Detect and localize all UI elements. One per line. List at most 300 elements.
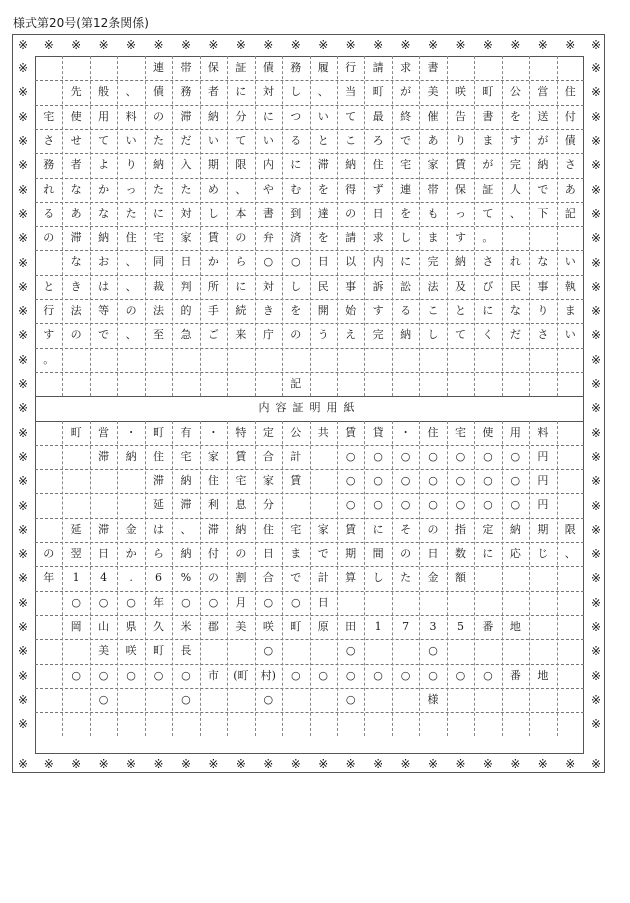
grid-cell [419, 372, 446, 396]
border-mark-symbol: ※ [455, 757, 466, 771]
grid-cell [474, 566, 501, 590]
grid-cell [35, 688, 62, 712]
border-mark-symbol: ※ [17, 279, 29, 294]
grid-cell: 市 [207, 668, 219, 682]
border-mark-symbol: ※ [17, 522, 29, 537]
grid-cell: の [43, 231, 55, 245]
grid-cell: い [317, 109, 329, 123]
grid-cell: 対 [180, 206, 192, 220]
border-mark-symbol: ※ [373, 757, 384, 771]
grid-cell: 証 [482, 182, 494, 196]
grid-cell [62, 493, 89, 517]
grid-cell: た [180, 182, 192, 196]
grid-cell [447, 372, 474, 396]
grid-cell [35, 469, 62, 493]
grid-cell: 限 [235, 158, 247, 172]
grid-cell: ○ [373, 668, 383, 682]
grid-cell [529, 372, 556, 396]
grid-cell: 定 [482, 522, 494, 536]
border-mark-symbol: ※ [590, 61, 602, 76]
border-mark-symbol: ※ [98, 757, 109, 771]
grid-cell: 合 [262, 449, 274, 463]
grid-cell: 法 [70, 304, 82, 317]
grid-cell: 請 [345, 231, 357, 245]
grid-cell [200, 712, 227, 736]
grid-cell [62, 372, 89, 396]
grid-cell: 執 [564, 279, 576, 293]
grid-cell [200, 372, 227, 396]
grid-cell [557, 712, 584, 736]
grid-cell [529, 56, 556, 80]
border-mark-symbol: ※ [17, 401, 29, 416]
grid-cell: 始 [345, 304, 357, 317]
grid-cell: 記 [564, 206, 576, 220]
grid-cell: 証 [235, 61, 247, 74]
grid-cell [145, 372, 172, 396]
grid-cell: 町 [290, 619, 302, 633]
grid-cell: だ [180, 133, 192, 147]
border-mark-symbol: ※ [17, 85, 29, 100]
grid-cell: 保 [454, 182, 466, 196]
grid-cell [200, 688, 227, 712]
grid-cell: 3 [429, 619, 437, 633]
grid-cell: 納 [400, 328, 412, 342]
grid-cell: 延 [153, 498, 165, 512]
border-mark-symbol: ※ [590, 620, 602, 635]
grid-cell: っ [125, 182, 137, 196]
grid-cell [255, 712, 282, 736]
border-mark-symbol: ※ [17, 692, 29, 707]
grid-cell: の [345, 206, 357, 220]
grid-cell: 営 [98, 425, 110, 439]
grid-cell: 務 [180, 85, 192, 99]
grid-cell: る [290, 133, 302, 147]
grid-cell: 連 [153, 61, 165, 74]
grid-cell: 日 [98, 547, 110, 560]
border-mark-symbol: ※ [590, 134, 602, 149]
grid-cell [117, 372, 144, 396]
grid-cell: ○ [71, 668, 81, 682]
grid-cell: の [235, 231, 247, 245]
grid-cell: 開 [317, 304, 329, 317]
grid-cell: ・ [125, 425, 137, 439]
grid-cell: 宅 [153, 231, 165, 245]
grid-cell [62, 469, 89, 493]
grid-cell: り [537, 304, 549, 317]
grid-cell [529, 639, 556, 663]
grid-cell: つ [290, 109, 302, 123]
border-mark-symbol: ※ [590, 425, 602, 440]
grid-cell: 得 [345, 182, 357, 196]
grid-cell: 般 [98, 85, 110, 99]
grid-cell: ○ [318, 668, 329, 682]
grid-cell: 最 [372, 109, 384, 123]
grid-cell: さ [482, 255, 494, 269]
grid-cell: 完 [372, 328, 384, 342]
grid-cell [529, 688, 556, 712]
grid-cell: し [427, 328, 439, 342]
grid-cell: が [400, 85, 412, 99]
grid-cell: 日 [262, 547, 274, 560]
grid-cell: 告 [454, 109, 466, 123]
border-mark-symbol: ※ [17, 498, 29, 513]
grid-cell: 債 [262, 61, 274, 74]
grid-cell [502, 56, 529, 80]
grid-cell: て [482, 206, 494, 220]
grid-cell: に [482, 304, 494, 317]
grid-cell: 、 [235, 182, 247, 196]
grid-cell [90, 712, 117, 736]
border-mark-symbol: ※ [263, 757, 274, 771]
grid-cell [557, 445, 584, 469]
grid-cell: 滞 [317, 158, 329, 172]
grid-cell: や [262, 182, 274, 196]
border-mark-symbol: ※ [17, 474, 29, 489]
border-mark-symbol: ※ [590, 595, 602, 610]
border-mark-symbol: ※ [590, 158, 602, 173]
grid-cell [419, 712, 446, 736]
border-mark-symbol: ※ [98, 38, 109, 52]
border-mark-symbol: ※ [400, 38, 411, 52]
grid-cell: が [537, 133, 549, 147]
grid-cell [172, 712, 199, 736]
grid-cell [35, 518, 62, 542]
grid-cell: 納 [125, 449, 137, 463]
grid-cell [90, 469, 117, 493]
grid-cell: め [207, 182, 219, 196]
grid-cell [419, 591, 446, 615]
border-mark-symbol: ※ [427, 38, 439, 52]
grid-cell: 様 [427, 692, 439, 706]
grid-cell: ま [290, 547, 302, 560]
border-mark-symbol: ※ [17, 352, 29, 367]
grid-cell: 住 [262, 522, 274, 536]
grid-cell [117, 348, 144, 372]
border-mark-symbol: ※ [17, 134, 29, 149]
grid-cell: 指 [454, 522, 466, 536]
border-mark-symbol: ※ [590, 328, 602, 343]
grid-cell: 終 [400, 109, 412, 123]
border-mark-symbol: ※ [17, 206, 29, 221]
border-mark-symbol: ※ [17, 304, 29, 319]
grid-cell: ○ [510, 449, 521, 463]
grid-cell: 書 [262, 206, 274, 220]
border-mark-symbol: ※ [590, 401, 602, 416]
grid-cell: 当 [345, 85, 357, 99]
grid-cell: 料 [537, 425, 549, 439]
grid-cell [117, 688, 144, 712]
grid-cell [474, 56, 501, 80]
grid-cell: 法 [427, 279, 439, 293]
grid-cell [502, 372, 529, 396]
grid-cell: 到 [290, 206, 302, 220]
grid-cell: で [400, 133, 412, 147]
grid-cell: 宅 [454, 425, 466, 439]
grid-cell: 宅 [235, 474, 247, 488]
grid-cell: に [153, 206, 165, 220]
border-mark-symbol: ※ [590, 279, 602, 294]
grid-cell: の [207, 571, 219, 585]
grid-cell: 賃 [290, 474, 302, 488]
grid-cell: 滞 [70, 231, 82, 245]
grid-cell: ま [482, 133, 494, 147]
grid-cell: ら [153, 547, 165, 560]
grid-cell [337, 348, 364, 372]
grid-cell [90, 493, 117, 517]
grid-cell: た [400, 571, 412, 585]
grid-cell: の [290, 328, 302, 342]
grid-cell [337, 372, 364, 396]
grid-cell: て [235, 133, 247, 147]
grid-cell: ○ [373, 498, 383, 512]
grid-cell [227, 372, 254, 396]
grid-cell: 続 [235, 304, 247, 317]
grid-cell [35, 712, 62, 736]
border-mark-symbol: ※ [400, 757, 411, 771]
grid-cell: 賃 [345, 522, 357, 536]
grid-cell: 住 [207, 474, 219, 488]
grid-cell: す [454, 231, 466, 245]
grid-cell: 完 [427, 255, 439, 269]
grid-cell: 等 [98, 304, 110, 317]
grid-cell: ・ [207, 425, 219, 439]
border-mark-symbol: ※ [373, 38, 384, 52]
grid-cell [502, 566, 529, 590]
grid-cell [474, 712, 501, 736]
grid-cell: そ [400, 522, 412, 536]
grid-cell: で [290, 571, 302, 585]
grid-cell [502, 348, 529, 372]
grid-cell [62, 348, 89, 372]
grid-cell: り [454, 133, 466, 147]
grid-cell: 数 [454, 547, 466, 560]
grid-cell: の [400, 547, 412, 560]
border-mark-symbol: ※ [482, 38, 493, 52]
grid-cell [529, 226, 556, 250]
grid-cell: 付 [564, 109, 576, 123]
grid-cell: ○ [345, 498, 356, 512]
border-mark-symbol: ※ [17, 620, 29, 635]
grid-cell: に [290, 158, 302, 172]
grid-cell [62, 639, 89, 663]
grid-cell: 美 [427, 85, 439, 99]
grid-cell: か [125, 547, 137, 560]
grid-cell: い [262, 133, 274, 147]
grid-cell: 1 [374, 619, 382, 633]
grid-cell: 下 [537, 206, 549, 220]
grid-cell: 務 [290, 61, 302, 74]
grid-cell: あ [564, 182, 576, 196]
grid-cell: お [98, 255, 110, 269]
grid-cell: ・ [400, 425, 412, 439]
grid-cell [364, 712, 391, 736]
grid-cell: 行 [43, 304, 55, 317]
grid-cell: 米 [180, 619, 192, 633]
grid-cell: ま [427, 231, 439, 245]
grid-cell: 帯 [427, 182, 439, 196]
grid-cell [557, 421, 584, 445]
border-mark-symbol: ※ [590, 38, 602, 52]
grid-cell: 求 [372, 231, 384, 245]
grid-cell [282, 493, 309, 517]
grid-cell [62, 445, 89, 469]
grid-cell: ○ [483, 668, 493, 682]
grid-cell [364, 372, 391, 396]
grid-cell: を [400, 206, 412, 220]
grid-cell: 使 [70, 109, 82, 123]
border-mark-symbol: ※ [345, 38, 356, 52]
grid-cell: 滞 [153, 474, 165, 488]
grid-cell [474, 591, 501, 615]
grid-cell [529, 615, 556, 639]
grid-cell: ○ [510, 498, 521, 512]
grid-cell: 履 [317, 61, 329, 74]
border-mark-symbol: ※ [565, 38, 576, 52]
grid-cell: ○ [290, 255, 301, 269]
grid-cell: 、 [125, 328, 137, 342]
grid-cell: ○ [181, 668, 191, 682]
grid-cell [502, 688, 529, 712]
grid-cell: % [180, 571, 192, 585]
border-mark-symbol: ※ [590, 692, 602, 707]
grid-cell [502, 712, 529, 736]
grid-cell: し [207, 206, 219, 220]
grid-cell: 住 [427, 425, 439, 439]
grid-cell: な [70, 182, 82, 196]
border-mark-symbol: ※ [17, 595, 29, 610]
grid-cell [392, 348, 419, 372]
grid-cell: は [98, 279, 110, 293]
grid-cell [310, 445, 337, 469]
grid-cell: 算 [345, 571, 357, 585]
grid-cell: 同 [153, 255, 165, 269]
grid-cell: に [235, 279, 247, 293]
grid-cell: 町 [372, 85, 384, 99]
grid-cell: き [70, 279, 82, 293]
grid-cell: 月 [235, 595, 247, 609]
grid-cell: 賃 [345, 425, 357, 439]
border-mark-symbol: ※ [17, 757, 29, 771]
grid-cell: 事 [537, 279, 549, 293]
grid-cell: あ [70, 206, 82, 220]
grid-cell [447, 688, 474, 712]
grid-cell: き [262, 304, 274, 317]
grid-cell: 日 [427, 547, 439, 560]
grid-cell: に [400, 255, 412, 269]
border-mark-symbol: ※ [590, 498, 602, 513]
grid-cell: の [43, 547, 55, 560]
grid-cell: 料 [125, 109, 137, 123]
grid-cell: か [98, 182, 110, 196]
grid-cell [35, 591, 62, 615]
grid-cell: 入 [180, 158, 192, 172]
grid-cell: 延 [70, 522, 82, 536]
grid-cell [557, 372, 584, 396]
grid-cell [90, 348, 117, 372]
grid-cell: 利 [207, 498, 219, 512]
grid-cell: し [290, 85, 302, 99]
border-mark-symbol: ※ [590, 522, 602, 537]
grid-cell: 滞 [207, 522, 219, 536]
grid-cell: 地 [509, 619, 521, 633]
grid-cell: ○ [263, 644, 274, 658]
grid-cell: 計 [290, 449, 302, 463]
grid-cell [90, 372, 117, 396]
border-mark-symbol: ※ [17, 109, 29, 124]
grid-cell [447, 712, 474, 736]
border-mark-symbol: ※ [43, 38, 54, 52]
grid-cell [364, 688, 391, 712]
grid-cell: 賃 [235, 449, 247, 463]
border-mark-symbol: ※ [290, 38, 301, 52]
grid-cell [557, 469, 584, 493]
grid-cell: ○ [373, 474, 383, 488]
grid-cell: 済 [290, 231, 302, 245]
grid-cell: 県 [125, 619, 137, 633]
grid-cell: し [290, 279, 302, 293]
border-mark-symbol: ※ [590, 571, 602, 586]
grid-cell: 美 [98, 644, 110, 658]
grid-cell: と [454, 304, 466, 317]
grid-cell: 来 [235, 328, 247, 342]
border-mark-symbol: ※ [590, 644, 602, 659]
grid-cell: 金 [125, 522, 137, 536]
grid-cell: さ [43, 133, 55, 147]
grid-cell: 7 [402, 619, 410, 633]
border-mark-symbol: ※ [427, 757, 439, 771]
grid-cell [35, 80, 62, 104]
grid-cell: い [207, 133, 219, 147]
grid-cell: ○ [263, 255, 274, 269]
border-mark-symbol: ※ [510, 757, 521, 771]
grid-cell: 金 [427, 571, 439, 585]
grid-cell: 期 [207, 158, 219, 172]
form-number-title: 様式第20号(第12条関係) [13, 16, 149, 30]
grid-cell: 対 [262, 279, 274, 293]
border-mark-symbol: ※ [17, 717, 29, 732]
grid-cell: 納 [98, 231, 110, 245]
grid-cell [419, 348, 446, 372]
grid-cell: 町 [482, 85, 494, 99]
grid-cell [200, 639, 227, 663]
grid-cell [392, 712, 419, 736]
grid-cell: 有 [180, 425, 192, 439]
grid-cell: 滞 [180, 109, 192, 123]
grid-cell: 、 [125, 255, 137, 269]
border-mark-symbol: ※ [510, 38, 521, 52]
grid-cell: 者 [207, 85, 219, 99]
grid-cell [282, 348, 309, 372]
grid-cell [502, 639, 529, 663]
grid-cell: な [537, 255, 549, 269]
grid-cell: い [564, 328, 576, 342]
border-mark-symbol: ※ [17, 61, 29, 76]
border-mark-symbol: ※ [590, 449, 602, 464]
grid-cell: 。 [43, 352, 55, 366]
grid-cell: て [345, 109, 357, 123]
grid-cell: ○ [181, 595, 191, 609]
grid-cell: 。 [482, 231, 494, 245]
grid-cell [337, 591, 364, 615]
grid-cell: 住 [153, 449, 165, 463]
border-mark-symbol: ※ [590, 668, 602, 683]
grid-cell: 円 [537, 449, 549, 463]
grid-cell: 特 [235, 425, 247, 439]
grid-cell: 所 [207, 279, 219, 293]
grid-cell: 営 [537, 85, 549, 99]
grid-cell: ○ [153, 668, 164, 682]
border-mark-symbol: ※ [17, 449, 29, 464]
